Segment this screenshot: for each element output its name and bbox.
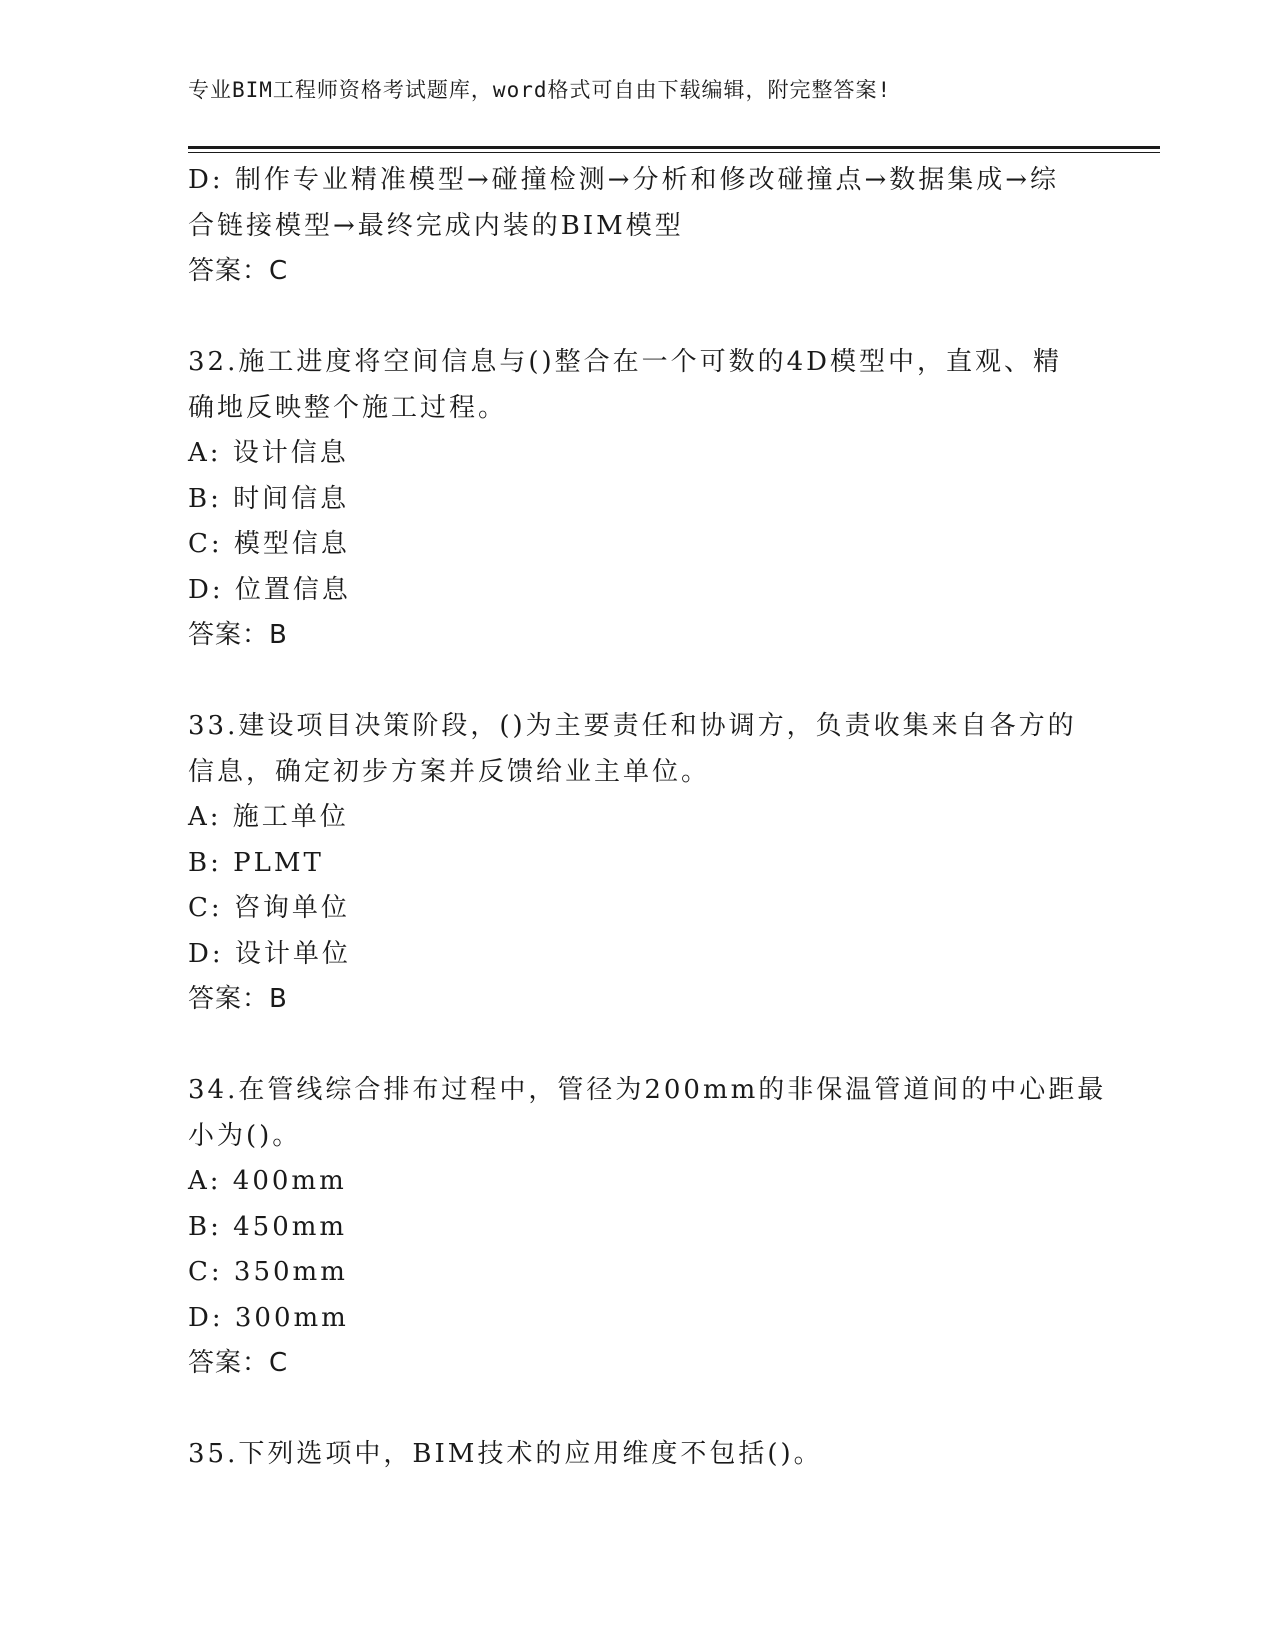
option-c: C: 模型信息: [188, 529, 350, 559]
document-body: [188, 158, 1107, 1478]
page-header: 专业BIM工程师资格考试题库，word格式可自由下载编辑，附完整答案!: [188, 78, 892, 102]
header-rule-thin: [188, 152, 1160, 153]
question-stem: 34.在管线综合排布过程中，管径为200mm的非保温管道间的中心距最: [188, 1075, 1107, 1105]
answer-line: 答案：B: [188, 984, 288, 1014]
option-c: C: 350mm: [188, 1257, 348, 1287]
option-a: A: 设计信息: [188, 438, 349, 468]
answer-line: 答案：C: [188, 256, 289, 286]
question-32: [188, 340, 1078, 659]
option-a: A: 施工单位: [188, 802, 349, 832]
answer-line: 答案：B: [188, 620, 288, 650]
question-stem: 35.下列选项中，BIM技术的应用维度不包括()。: [188, 1439, 823, 1469]
question-stem: 32.施工进度将空间信息与()整合在一个可数的4D模型中，直观、精: [188, 347, 1063, 377]
option-d: D: 300mm: [188, 1302, 349, 1333]
question-34: [188, 1068, 1107, 1387]
question-stem: 33.建设项目决策阶段，()为主要责任和协调方，负责收集来自各方的: [188, 711, 1077, 741]
question-stem-continued: 信息，确定初步方案并反馈给业主单位。: [188, 756, 711, 787]
question-35: [188, 1432, 1078, 1478]
question-33: [188, 704, 1078, 1023]
header-rule-thick: [188, 146, 1160, 149]
option-d: D: 制作专业精准模型→碰撞检测→分析和修改碰撞点→数据集成→综: [188, 165, 1060, 195]
spacer: [188, 659, 1078, 705]
option-b: B: 时间信息: [188, 483, 350, 514]
option-a: A: 400mm: [188, 1166, 347, 1196]
option-b: B: 450mm: [188, 1211, 348, 1242]
option-d-continued: 合链接模型→最终完成内装的BIM模型: [188, 210, 684, 241]
question-stem-continued: 确地反映整个施工过程。: [188, 392, 508, 423]
option-c: C: 咨询单位: [188, 893, 350, 923]
answer-line: 答案：C: [188, 1348, 289, 1378]
spacer: [188, 1387, 1078, 1433]
option-d: D: 位置信息: [188, 574, 351, 605]
question-stem-continued: 小为()。: [188, 1120, 302, 1151]
option-d: D: 设计单位: [188, 938, 351, 969]
question-31-tail: [188, 158, 1078, 295]
spacer: [188, 1023, 1078, 1069]
option-b: B: PLMT: [188, 847, 324, 878]
spacer: [188, 295, 1078, 341]
